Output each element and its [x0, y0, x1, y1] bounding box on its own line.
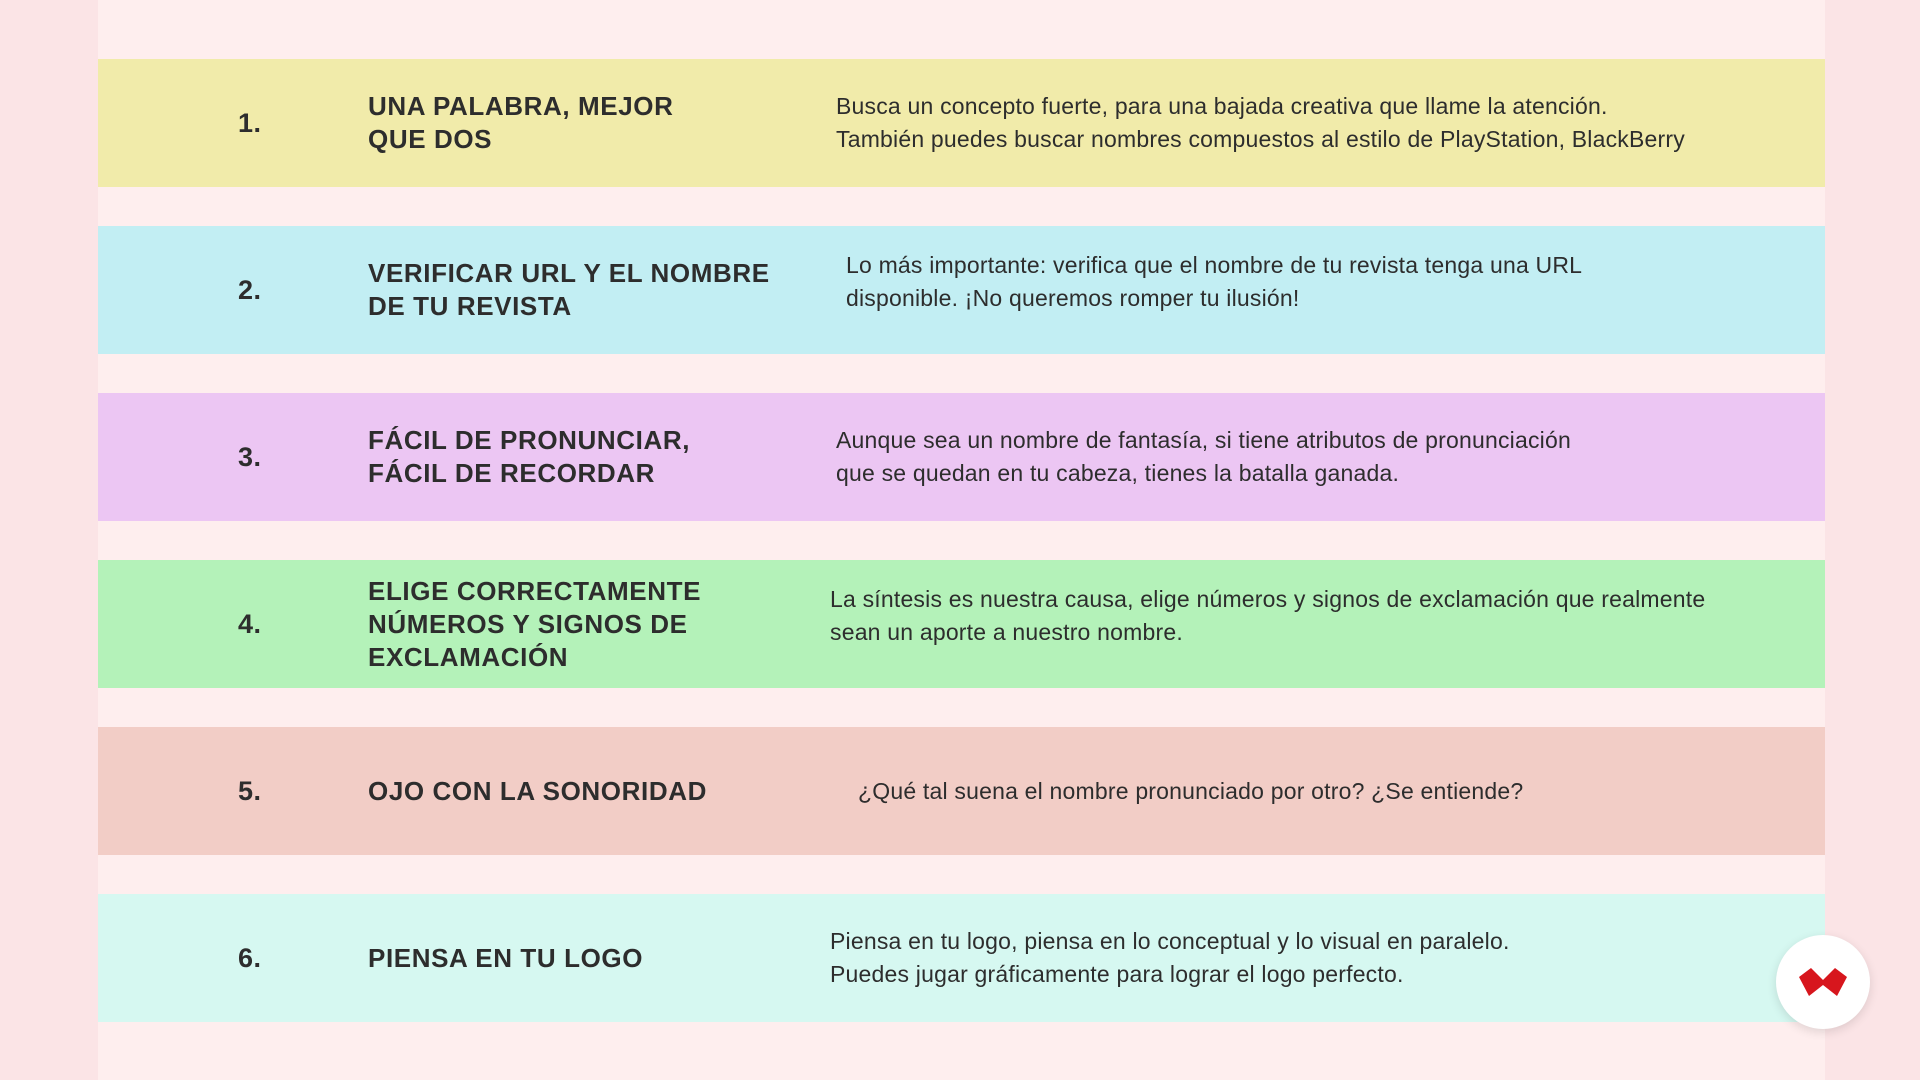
tip-description-line: Piensa en tu logo, piensa en lo conceptual y lo visual en paralelo.: [830, 928, 1510, 954]
domestika-logo-icon: [1797, 965, 1849, 999]
tip-description-line: disponible. ¡No queremos romper tu ilusión!: [846, 285, 1300, 311]
tip-title-line: UNA PALABRA, MEJOR: [368, 91, 674, 121]
tip-title-line: QUE DOS: [368, 124, 493, 154]
tip-description-line: Busca un concepto fuerte, para una bajada creativa que llame la atención.: [836, 93, 1608, 119]
tip-title-line: ELIGE CORRECTAMENTE: [368, 575, 702, 606]
tip-description-line: Puedes jugar gráficamente para lograr el logo perfecto.: [830, 961, 1404, 987]
tip-row-2: [98, 226, 1825, 354]
tip-description: [846, 218, 1806, 346]
tip-number: 1.: [238, 107, 262, 138]
tip-title-line: EXCLAMACIÓN: [368, 641, 569, 672]
tip-row-6: [98, 894, 1825, 1022]
tip-description-line: Lo más importante: verifica que el nombre de tu revista tenga una URL: [846, 252, 1583, 278]
tip-description: [830, 552, 1790, 680]
tip-title: [368, 560, 798, 688]
tip-description: [830, 894, 1790, 1022]
tip-description-line: Aunque sea un nombre de fantasía, si tiene atributos de pronunciación: [836, 427, 1571, 453]
tip-title-line: FÁCIL DE RECORDAR: [368, 458, 656, 488]
tip-description: [858, 727, 1818, 855]
tip-title: [368, 894, 798, 1022]
tip-title-line: VERIFICAR URL Y EL NOMBRE: [368, 258, 770, 288]
logo-badge-button[interactable]: [1776, 935, 1870, 1029]
tip-number: 2.: [238, 274, 262, 305]
tip-description: [836, 393, 1796, 521]
tip-title: [368, 727, 798, 855]
tip-title: [368, 59, 798, 187]
tip-description-line: sean un aporte a nuestro nombre.: [830, 619, 1183, 645]
tip-number: 3.: [238, 441, 262, 472]
tip-number: 4.: [238, 608, 262, 639]
tip-description-line: que se quedan en tu cabeza, tienes la batalla ganada.: [836, 460, 1400, 486]
tip-row-3: [98, 393, 1825, 521]
tip-title-line: FÁCIL DE PRONUNCIAR,: [368, 425, 691, 455]
tip-row-5: [98, 727, 1825, 855]
tip-row-4: [98, 560, 1825, 688]
tip-title-line: PIENSA EN TU LOGO: [368, 942, 644, 973]
tip-title: [368, 393, 798, 521]
tip-title-line: DE TU REVISTA: [368, 291, 572, 321]
tip-title: [368, 226, 798, 354]
tip-title-line: NÚMEROS Y SIGNOS DE: [368, 608, 688, 639]
tip-description-line: También puedes buscar nombres compuestos al estilo de PlayStation, BlackBerry: [836, 126, 1685, 152]
tip-description-line: La síntesis es nuestra causa, elige números y signos de exclamación que realmente: [830, 586, 1706, 612]
tip-number: 5.: [238, 775, 262, 806]
slide-content: [98, 0, 1825, 1080]
tip-description-line: ¿Qué tal suena el nombre pronunciado por otro? ¿Se entiende?: [858, 777, 1524, 804]
tip-description: [836, 59, 1796, 187]
tip-row-1: [98, 59, 1825, 187]
tip-title-line: OJO CON LA SONORIDAD: [368, 775, 707, 806]
tip-number: 6.: [238, 942, 262, 973]
